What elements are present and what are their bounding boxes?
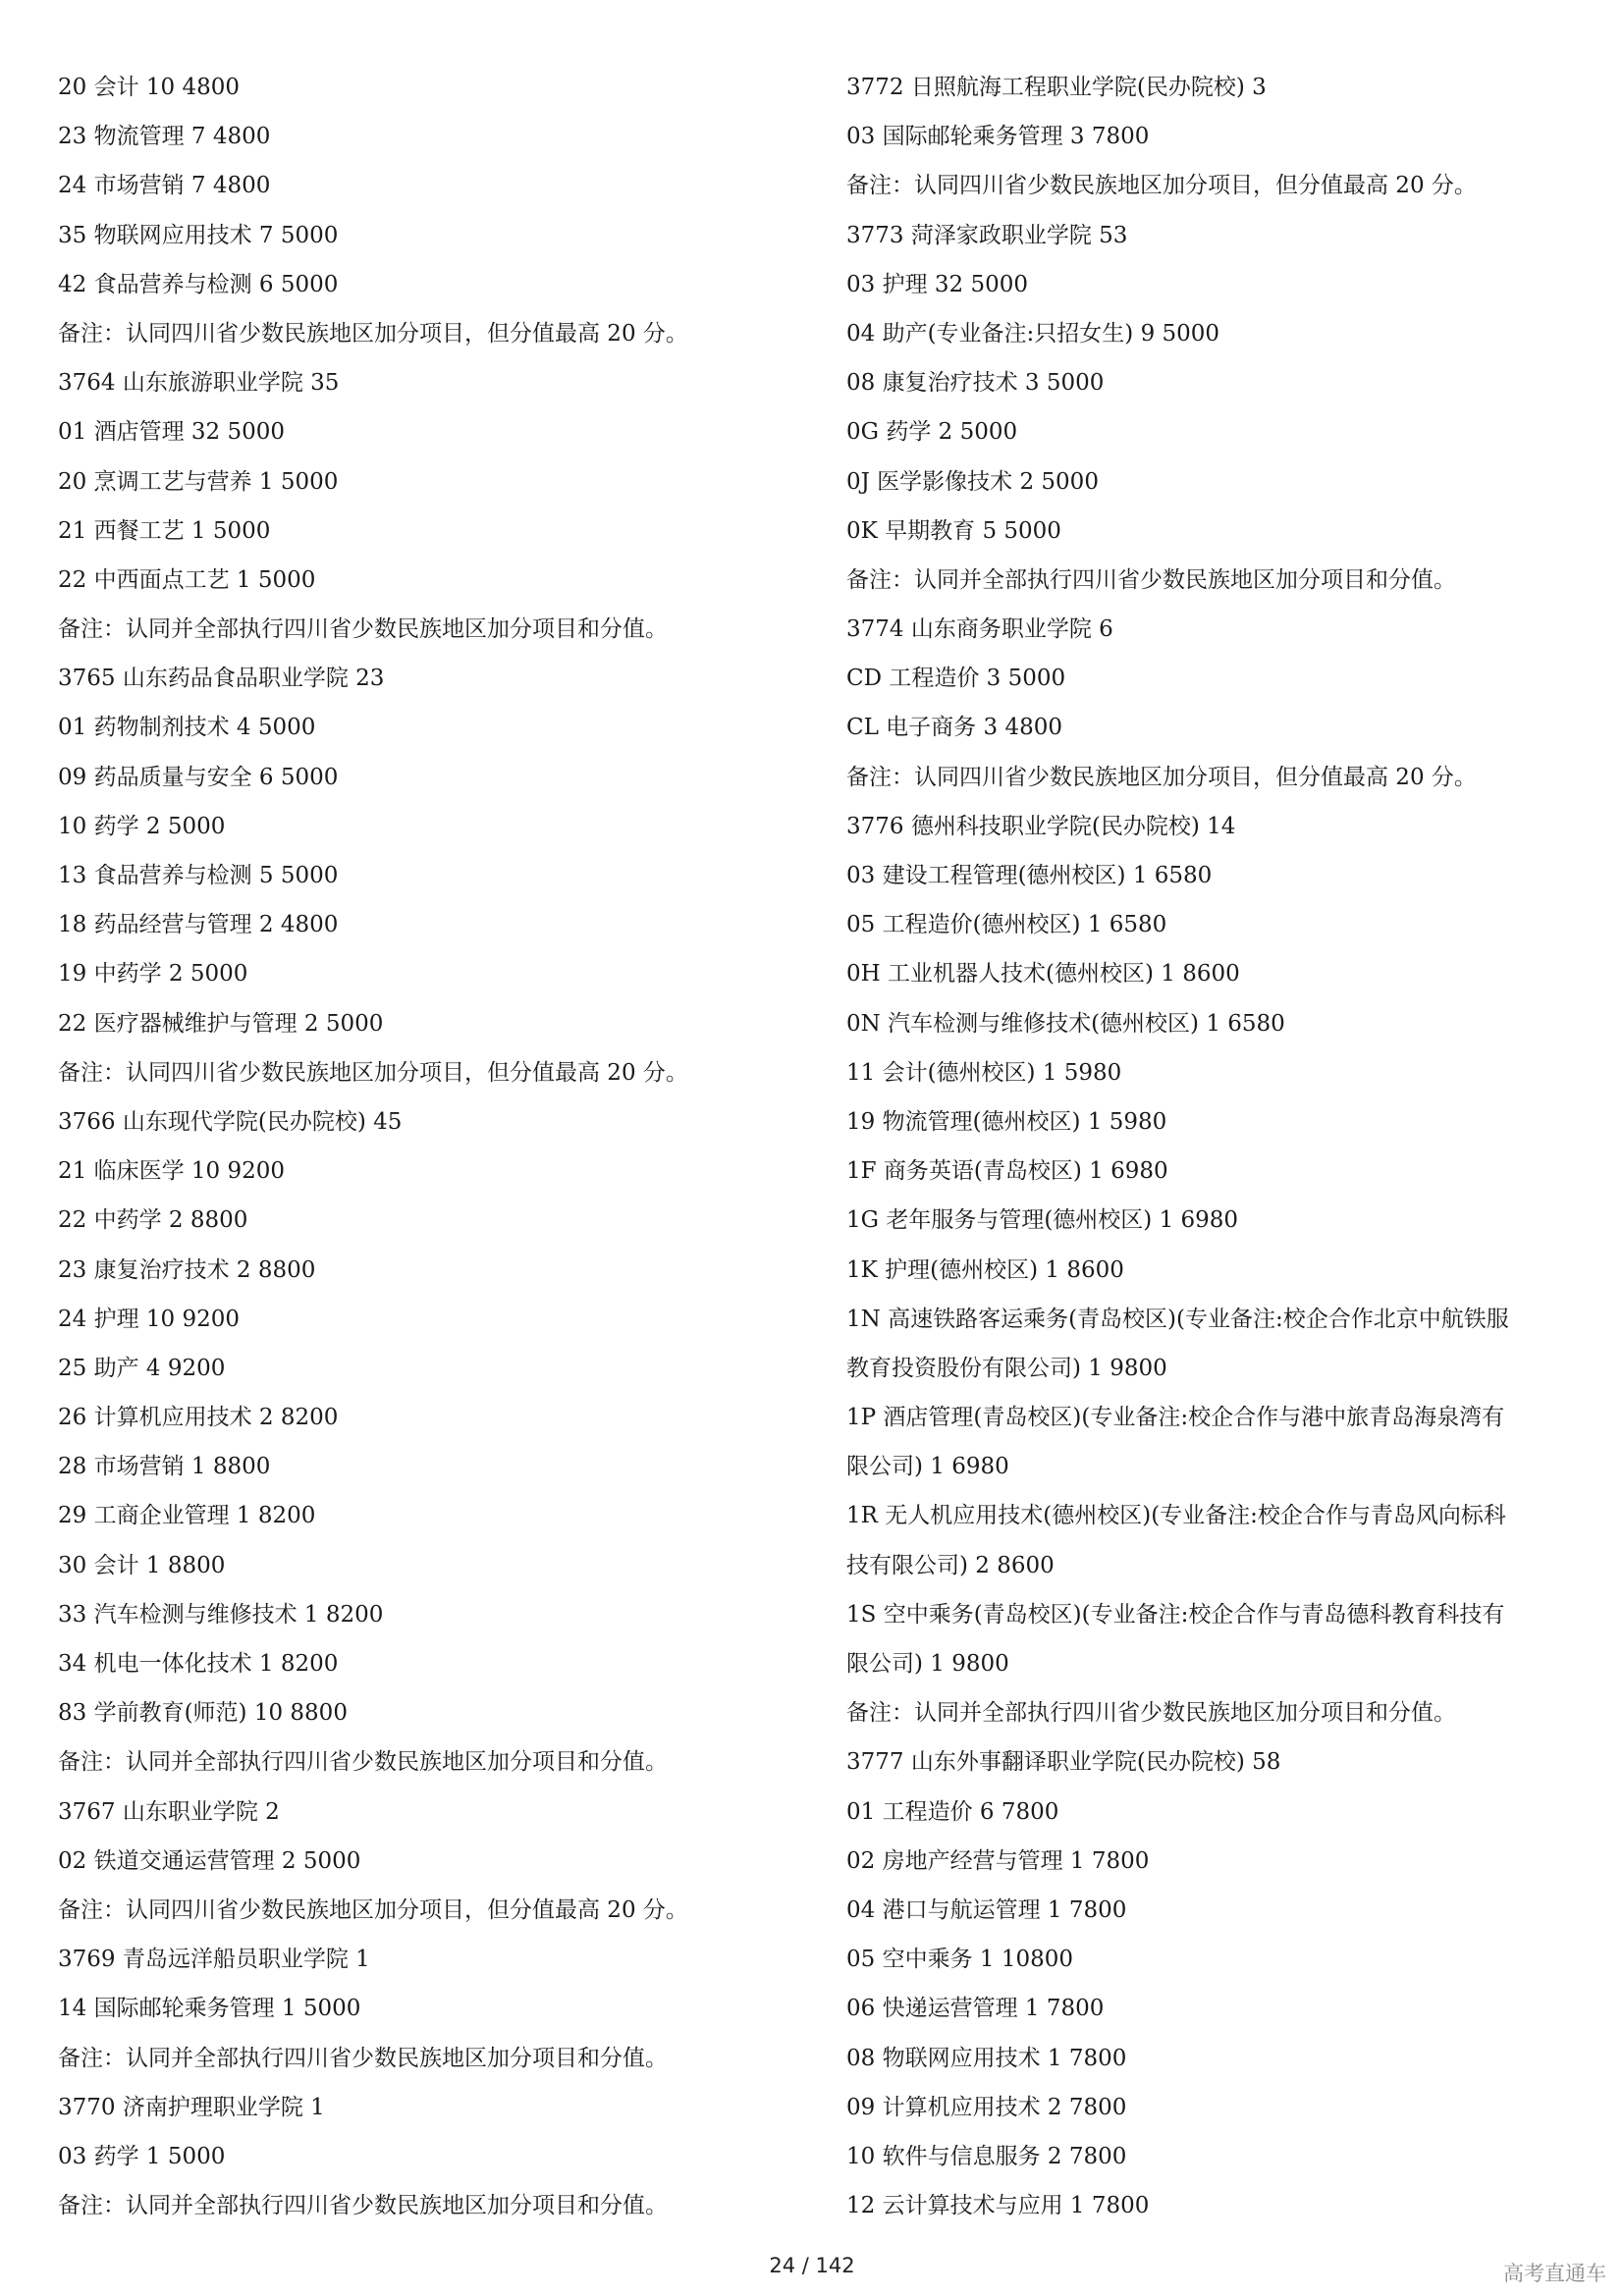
right-column — [846, 63, 1585, 2230]
text-line: 3777 山东外事翻译职业学院(民办院校) 58 — [846, 1749, 1281, 1776]
text-line: 26 计算机应用技术 2 8200 — [58, 1405, 339, 1431]
text-line: 3774 山东商务职业学院 6 — [846, 616, 1113, 643]
text-line: 05 工程造价(德州校区) 1 6580 — [846, 912, 1167, 938]
text-line: 备注：认同并全部执行四川省少数民族地区加分项目和分值。 — [58, 616, 668, 643]
text-line: 备注：认同四川省少数民族地区加分项目，但分值最高 20 分。 — [846, 173, 1477, 199]
text-line: 10 软件与信息服务 2 7800 — [846, 2143, 1127, 2169]
text-line: 18 药品经营与管理 2 4800 — [58, 912, 339, 938]
text-line: 3773 菏泽家政职业学院 53 — [846, 222, 1128, 248]
text-line: 14 国际邮轮乘务管理 1 5000 — [58, 1996, 361, 2022]
text-line: 24 市场营销 7 4800 — [58, 173, 271, 199]
text-line: 技有限公司) 2 8600 — [846, 1552, 1055, 1578]
text-line: 19 中药学 2 5000 — [58, 961, 248, 988]
text-line: 35 物联网应用技术 7 5000 — [58, 222, 339, 248]
text-line: 3765 山东药品食品职业学院 23 — [58, 666, 385, 692]
text-line: 34 机电一体化技术 1 8200 — [58, 1651, 339, 1677]
text-line: 1R 无人机应用技术(德州校区)(专业备注:校企合作与青岛风向标科 — [846, 1503, 1506, 1529]
text-line: 02 铁道交通运营管理 2 5000 — [58, 1847, 361, 1874]
text-line: 20 烹调工艺与营养 1 5000 — [58, 468, 339, 495]
text-line: 25 助产 4 9200 — [58, 1355, 226, 1381]
text-line: 33 汽车检测与维修技术 1 8200 — [58, 1601, 384, 1628]
text-line: 08 康复治疗技术 3 5000 — [846, 370, 1105, 397]
text-line: 03 护理 32 5000 — [846, 271, 1028, 297]
text-line: 29 工商企业管理 1 8200 — [58, 1503, 316, 1529]
text-line: 23 物流管理 7 4800 — [58, 124, 271, 150]
text-line: 3767 山东职业学院 2 — [58, 1798, 280, 1825]
text-line: 22 医疗器械维护与管理 2 5000 — [58, 1010, 384, 1037]
watermark-text: 高考直通车 — [1503, 2262, 1606, 2285]
text-line: 3772 日照航海工程职业学院(民办院校) 3 — [846, 75, 1267, 100]
text-line: 备注：认同并全部执行四川省少数民族地区加分项目和分值。 — [58, 2045, 668, 2071]
text-line: CL 电子商务 3 4800 — [846, 715, 1062, 741]
text-line: 1N 高速铁路客运乘务(青岛校区)(专业备注:校企合作北京中航铁服 — [846, 1306, 1509, 1332]
text-line: 备注：认同并全部执行四川省少数民族地区加分项目和分值。 — [58, 1749, 668, 1776]
page-number: 24 / 142 — [769, 2254, 855, 2277]
text-line: 1G 老年服务与管理(德州校区) 1 6980 — [846, 1207, 1239, 1234]
text-line: 06 快递运营管理 1 7800 — [846, 1996, 1105, 2022]
text-line: 备注：认同四川省少数民族地区加分项目，但分值最高 20 分。 — [58, 320, 688, 347]
text-line: 0H 工业机器人技术(德州校区) 1 8600 — [846, 961, 1240, 988]
text-line: 3769 青岛远洋船员职业学院 1 — [58, 1947, 370, 1973]
text-line: 09 计算机应用技术 2 7800 — [846, 2094, 1127, 2120]
text-line: 02 房地产经营与管理 1 7800 — [846, 1847, 1150, 1874]
text-line: 备注：认同四川省少数民族地区加分项目，但分值最高 20 分。 — [846, 764, 1477, 790]
text-line: 0J 医学影像技术 2 5000 — [846, 468, 1099, 495]
text-line: 备注：认同并全部执行四川省少数民族地区加分项目和分值。 — [58, 2193, 668, 2219]
left-column — [58, 63, 804, 2230]
text-line: 04 助产(专业备注:只招女生) 9 5000 — [846, 320, 1220, 347]
text-line: 1F 商务英语(青岛校区) 1 6980 — [846, 1158, 1168, 1185]
text-line: 0G 药学 2 5000 — [846, 419, 1018, 446]
text-line: 20 会计 10 4800 — [58, 75, 240, 100]
text-line: 11 会计(德州校区) 1 5980 — [846, 1059, 1122, 1086]
text-line: 3764 山东旅游职业学院 35 — [58, 370, 340, 397]
text-line: 限公司) 1 9800 — [846, 1651, 1009, 1677]
text-line: 42 食品营养与检测 6 5000 — [58, 271, 339, 297]
text-line: 1S 空中乘务(青岛校区)(专业备注:校企合作与青岛德科教育科技有 — [846, 1601, 1505, 1628]
text-line: 05 空中乘务 1 10800 — [846, 1947, 1073, 1973]
text-line: 3770 济南护理职业学院 1 — [58, 2094, 325, 2120]
text-line: 备注：认同四川省少数民族地区加分项目，但分值最高 20 分。 — [58, 1059, 688, 1086]
text-line: 01 酒店管理 32 5000 — [58, 419, 285, 446]
text-line: 01 工程造价 6 7800 — [846, 1798, 1059, 1825]
text-line: 教育投资股份有限公司) 1 9800 — [846, 1355, 1167, 1381]
text-line: 22 中西面点工艺 1 5000 — [58, 566, 316, 593]
text-line: 3776 德州科技职业学院(民办院校) 14 — [846, 813, 1236, 839]
text-line: 12 云计算技术与应用 1 7800 — [846, 2193, 1150, 2219]
text-line: 0K 早期教育 5 5000 — [846, 517, 1061, 544]
text-line: 13 食品营养与检测 5 5000 — [58, 863, 339, 888]
text-line: 19 物流管理(德州校区) 1 5980 — [846, 1108, 1167, 1135]
text-line: 09 药品质量与安全 6 5000 — [58, 764, 339, 790]
text-line: 21 临床医学 10 9200 — [58, 1158, 285, 1185]
text-line: 04 港口与航运管理 1 7800 — [846, 1896, 1127, 1923]
text-line: 83 学前教育(师范) 10 8800 — [58, 1700, 348, 1727]
text-line: 10 药学 2 5000 — [58, 813, 226, 839]
text-line: 08 物联网应用技术 1 7800 — [846, 2045, 1127, 2071]
text-line: 备注：认同并全部执行四川省少数民族地区加分项目和分值。 — [846, 566, 1456, 593]
text-line: 03 国际邮轮乘务管理 3 7800 — [846, 124, 1150, 150]
text-line: 22 中药学 2 8800 — [58, 1207, 248, 1234]
text-line: 30 会计 1 8800 — [58, 1552, 226, 1578]
text-line: 限公司) 1 6980 — [846, 1454, 1009, 1480]
text-line: CD 工程造价 3 5000 — [846, 666, 1066, 692]
text-line: 0N 汽车检测与维修技术(德州校区) 1 6580 — [846, 1010, 1285, 1037]
text-line: 21 西餐工艺 1 5000 — [58, 517, 271, 544]
text-line: 01 药物制剂技术 4 5000 — [58, 715, 316, 741]
text-line: 28 市场营销 1 8800 — [58, 1454, 271, 1480]
text-line: 24 护理 10 9200 — [58, 1306, 240, 1332]
text-line: 1K 护理(德州校区) 1 8600 — [846, 1256, 1124, 1283]
text-line: 23 康复治疗技术 2 8800 — [58, 1256, 316, 1283]
text-line: 1P 酒店管理(青岛校区)(专业备注:校企合作与港中旅青岛海泉湾有 — [846, 1405, 1505, 1431]
text-line: 03 药学 1 5000 — [58, 2143, 226, 2169]
text-line: 3766 山东现代学院(民办院校) 45 — [58, 1108, 403, 1135]
text-line: 备注：认同四川省少数民族地区加分项目，但分值最高 20 分。 — [58, 1896, 688, 1923]
text-line: 03 建设工程管理(德州校区) 1 6580 — [846, 863, 1213, 888]
text-line: 备注：认同并全部执行四川省少数民族地区加分项目和分值。 — [846, 1700, 1456, 1727]
